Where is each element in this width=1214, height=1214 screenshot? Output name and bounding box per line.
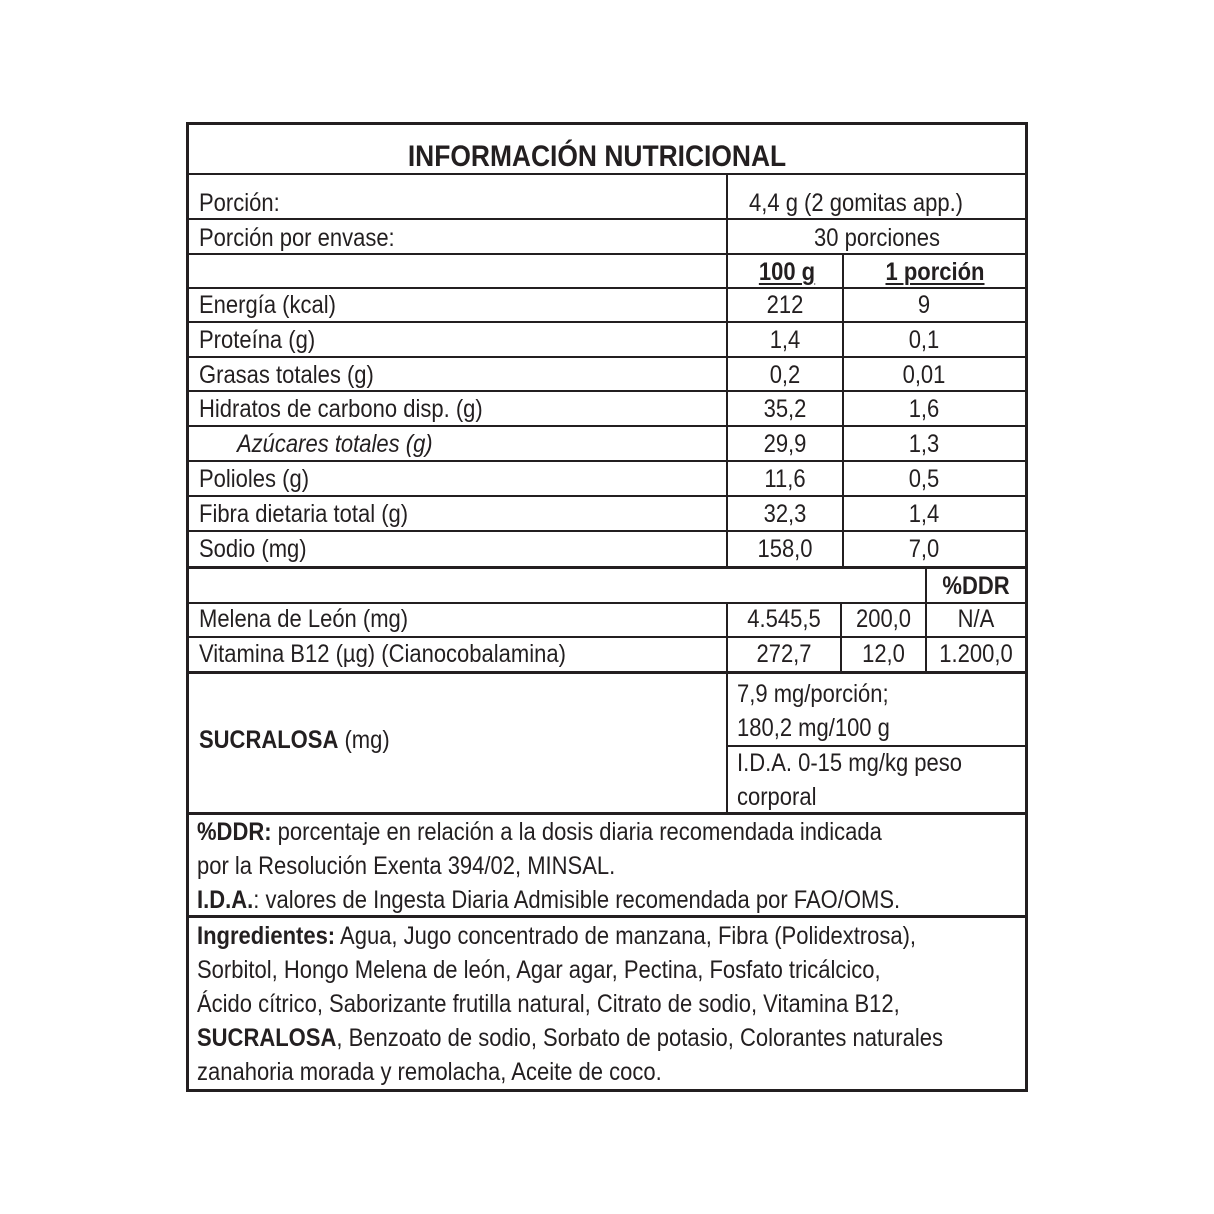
divider (189, 173, 1025, 175)
nutrient-value-100g: 11,6 (764, 465, 806, 493)
servings-per-container-value: 30 porciones (814, 224, 940, 252)
column-divider (925, 568, 927, 673)
column-divider (840, 602, 842, 673)
ingredients-line-2: Sorbitol, Hongo Melena de león, Agar agar, Pectina, Fosfato tricálcico, (197, 956, 881, 984)
ddr-note-line-1 (197, 815, 882, 850)
serving-label: Porción: (199, 189, 280, 217)
sucralose-label (199, 725, 390, 755)
extra-name: Melena de León (mg) (199, 605, 409, 633)
ddr-note-line-2: por la Resolución Exenta 394/02, MINSAL. (197, 852, 616, 880)
nutrient-value-portion: 1,6 (908, 395, 940, 424)
nutrient-value-portion: 9 (917, 291, 931, 319)
extra-value-ddr: N/A (957, 605, 995, 633)
ingredients-line-4 (197, 1021, 943, 1056)
column-header-1-portion: 1 porción (885, 258, 985, 286)
column-header-100g: 100 g (758, 258, 816, 286)
ida-note-text: : valores de Ingesta Diaria Admisible recomendada por FAO/OMS. (253, 886, 901, 914)
ingredients-line-5: zanahoria morada y remolacha, Aceite de coco. (197, 1058, 662, 1086)
sucralose-line-2: 180,2 mg/100 g (737, 714, 890, 742)
serving-value: 4,4 g (2 gomitas app.) (749, 189, 964, 217)
nutrient-name: Energía (kcal) (199, 291, 336, 319)
column-divider (726, 173, 728, 568)
ida-note (197, 883, 900, 918)
row-divider (189, 356, 1025, 358)
nutrient-value-100g: 158,0 (757, 534, 813, 563)
sucralose-label-bold: SUCRALOSA (199, 726, 339, 754)
nutrient-value-100g: 32,3 (763, 499, 807, 528)
divider (189, 915, 1025, 918)
nutrient-value-100g: 1,4 (769, 325, 801, 354)
nutrient-value-portion: 1,3 (908, 430, 940, 459)
sucralose-line-1: 7,9 mg/porción; (737, 680, 889, 708)
row-divider (189, 425, 1025, 427)
ingredients-text: Agua, Jugo concentrado de manzana, Fibra (Polidextrosa), (335, 922, 917, 950)
servings-per-container-label: Porción por envase: (199, 224, 395, 252)
row-divider (189, 495, 1025, 497)
ddr-note-bold: %DDR: (197, 818, 272, 846)
divider (189, 218, 1025, 220)
ingredients-line-3: Ácido cítrico, Saborizante frutilla natural, Citrato de sodio, Vitamina B12, (197, 990, 900, 1018)
row-divider (189, 460, 1025, 462)
nutrient-value-portion: 7,0 (908, 534, 940, 563)
ingredients-bold: Ingredientes: (197, 922, 336, 950)
nutrient-value-100g: 35,2 (763, 395, 807, 424)
column-header-ddr: %DDR (942, 572, 1010, 600)
nutrient-value-portion: 1,4 (908, 499, 940, 528)
column-divider (726, 602, 728, 673)
nutrient-value-portion: 0,01 (902, 360, 946, 389)
nutrient-name: Grasas totales (g) (199, 360, 374, 389)
sucralose-ida-line-2: corporal (737, 783, 817, 811)
divider (189, 287, 1025, 289)
extra-name: Vitamina B12 (µg) (Cianocobalamina) (199, 639, 566, 668)
divider (189, 671, 1025, 674)
ida-note-bold: I.D.A. (197, 886, 254, 914)
column-divider (842, 253, 844, 568)
ingredients-line-1 (197, 919, 916, 954)
extra-value-100g: 272,7 (756, 639, 812, 668)
nutrient-value-portion: 0,1 (908, 325, 940, 354)
column-divider (726, 673, 728, 813)
label-title: INFORMACIÓN NUTRICIONAL (407, 140, 787, 173)
nutrient-name: Polioles (g) (199, 465, 310, 493)
ddr-note-text: porcentaje en relación a la dosis diaria recomendada indicada (271, 818, 882, 846)
sucralose-ida-line-1: I.D.A. 0-15 mg/kg peso (737, 749, 963, 777)
ingredients-sucralose-bold: SUCRALOSA (197, 1024, 337, 1052)
row-divider (189, 321, 1025, 323)
nutrient-name: Azúcares totales (g) (237, 430, 433, 459)
extra-value-100g: 4.545,5 (747, 605, 821, 633)
nutrition-facts-label (186, 122, 1028, 1092)
extra-value-portion: 12,0 (862, 639, 905, 668)
nutrient-value-portion: 0,5 (908, 465, 940, 493)
sucralose-label-unit: (mg) (338, 726, 390, 754)
row-divider (189, 636, 1025, 638)
nutrient-value-100g: 29,9 (763, 430, 807, 459)
nutrient-value-100g: 212 (766, 291, 804, 319)
nutrient-name: Proteína (g) (199, 325, 316, 354)
row-divider (189, 530, 1025, 532)
divider (726, 745, 1025, 747)
nutrient-name: Hidratos de carbono disp. (g) (199, 395, 483, 424)
nutrient-value-100g: 0,2 (769, 360, 801, 389)
extra-value-ddr: 1.200,0 (939, 639, 1013, 668)
divider (189, 566, 1025, 569)
ingredients-line-4-text: , Benzoato de sodio, Sorbato de potasio, Colorantes naturales (336, 1024, 943, 1052)
nutrient-name: Fibra dietaria total (g) (199, 499, 409, 528)
row-divider (189, 390, 1025, 392)
extra-value-portion: 200,0 (855, 605, 912, 633)
nutrient-name: Sodio (mg) (199, 534, 307, 563)
divider (189, 253, 1025, 255)
